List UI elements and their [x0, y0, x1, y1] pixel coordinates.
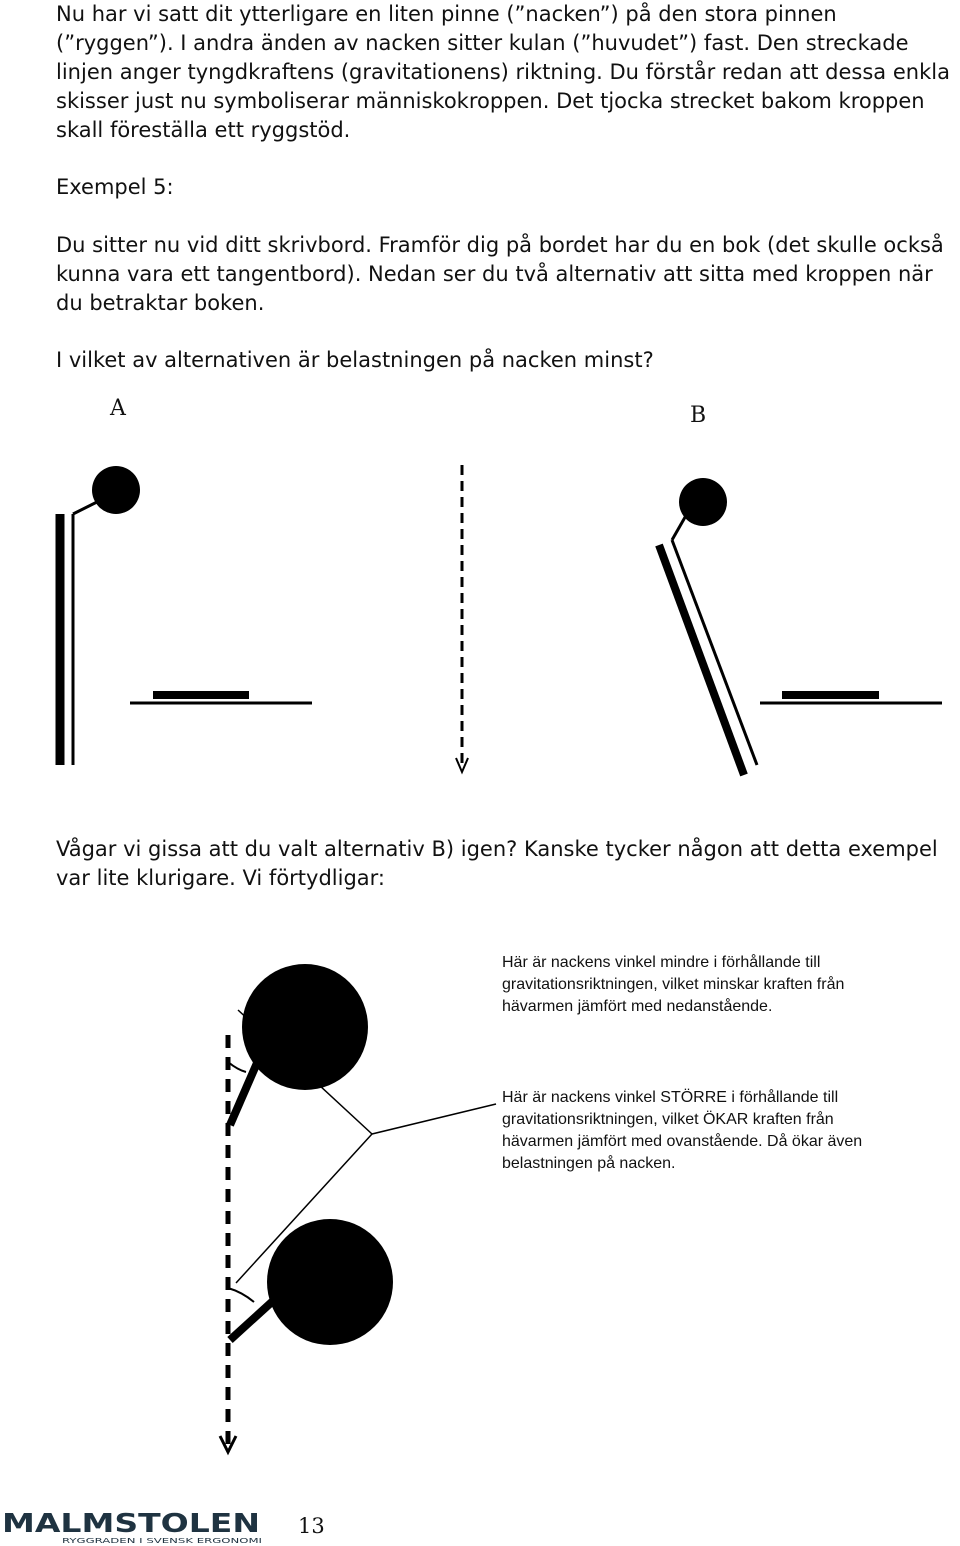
- option-b-label: B: [690, 403, 707, 428]
- back-b: [672, 540, 757, 765]
- head-lower: [267, 1219, 393, 1345]
- figure-b: [659, 478, 942, 775]
- head-a: [92, 466, 140, 514]
- question-text: I vilket av alternativen är belastningen på nacken minst?: [56, 348, 654, 372]
- book-b: [782, 691, 879, 699]
- example-description: Du sitter nu vid ditt skrivbord. Framför dig på bordet har du en bok (det skulle också kunna vara ett tangentbord). Nedan ser du två alternativ att sitta med kroppen när du betraktar boken.: [56, 233, 944, 315]
- neck-angle-comparison: [220, 964, 496, 1452]
- malmstolen-logo: [0, 1510, 270, 1546]
- annotation-upper: Här är nackens vinkel mindre i förhållande till gravitationsriktningen, vilket minskar kraften från hävarmen jämfört med nedanstående.: [502, 954, 845, 1015]
- logo-wordmark: MALMSTOLEN: [2, 1510, 260, 1539]
- backrest-b: [659, 545, 744, 775]
- option-a-label: A: [110, 396, 126, 421]
- logo-tagline: RYGGRADEN I SVENSK ERGONOMI: [62, 1537, 262, 1545]
- annotation-lower: Här är nackens vinkel STÖRRE i förhållande till gravitationsriktningen, vilket ÖKAR kraften från hävarmen jämfört med ovanstående. Då ökar även belastningen på nacken.: [502, 1089, 863, 1172]
- followup-paragraph: Vågar vi gissa att du valt alternativ B) igen? Kanske tycker någon att detta exempel var lite klurigare. Vi förtydligar:: [56, 837, 938, 890]
- example-heading: Exempel 5:: [56, 175, 174, 199]
- page-number: 13: [298, 1514, 325, 1538]
- angle-arc-upper: [228, 1062, 246, 1072]
- figure-a: [60, 466, 312, 765]
- pointer-callout: [372, 1104, 496, 1134]
- gravity-arrow: [456, 465, 468, 772]
- angle-arc-lower: [228, 1288, 254, 1302]
- intro-paragraph: Nu har vi satt dit ytterligare en liten pinne (”nacken”) på den stora pinnen (”ryggen”). I andra änden av nacken sitter kulan (”huvudet”) fast. Den streckade linjen anger tyngdkraftens (gravitationens) riktning. Du förstår redan att dessa enkla skisser just nu symboliserar människokroppen. Det tjocka strecket bakom kroppen skall föreställa ett ryggstöd.: [56, 2, 950, 142]
- book-a: [153, 691, 249, 699]
- head-b: [679, 478, 727, 526]
